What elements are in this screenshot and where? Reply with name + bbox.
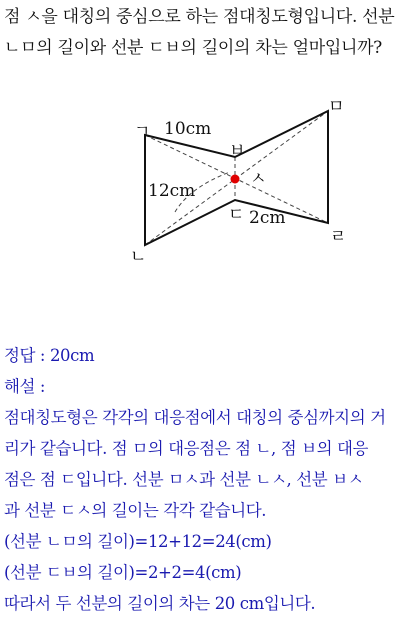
- vertex-label-s: ㅅ: [250, 169, 267, 189]
- explanation-line: (선분 ㄷㅂ의 길이)=2+2=4(cm): [4, 563, 242, 582]
- vertex-label-r: ㄹ: [330, 227, 347, 247]
- vertex-label-n: ㄴ: [130, 247, 147, 267]
- answer-label: 정답 :: [4, 346, 46, 365]
- vertex-label-b: ㅂ: [229, 141, 246, 161]
- explanation-line: 점은 점 ㄷ입니다. 선분 ㅁㅅ과 선분 ㄴㅅ, 선분 ㅂㅅ: [4, 470, 364, 489]
- answer-line: [4, 340, 400, 371]
- length-label-2cm: 2cm: [249, 208, 286, 228]
- explanation-line: 점대칭도형은 각각의 대응점에서 대칭의 중심까지의 거: [4, 408, 386, 427]
- question-text: 점 ㅅ을 대칭의 중심으로 하는 점대칭도형입니다. 선분 ㄴㅁ의 길이와 선분 ㄷㅂ의 길이의 차는 얼마입니까?: [4, 7, 395, 58]
- explanation-line: (선분 ㄴㅁ의 길이)=12+12=24(cm): [4, 532, 272, 551]
- explanation-label: 해설 :: [4, 377, 46, 396]
- answer-value: 20cm: [49, 346, 95, 365]
- length-label-10cm: 10cm: [164, 119, 212, 139]
- vertex-label-g: ㄱ: [134, 122, 151, 142]
- point-symmetric-figure: [110, 92, 350, 267]
- vertex-label-m: ㅁ: [328, 97, 345, 117]
- vertex-label-d: ㄷ: [228, 205, 245, 225]
- figure-svg: [110, 92, 350, 252]
- explanation-line: 리가 같습니다. 점 ㅁ의 대응점은 점 ㄴ, 점 ㅂ의 대응: [4, 439, 369, 458]
- length-label-12cm: 12cm: [148, 181, 196, 201]
- center-point: [231, 175, 240, 184]
- explanation-line: 따라서 두 선분의 길이의 차는 20 cm입니다.: [4, 594, 316, 613]
- explanation-line: 과 선분 ㄷㅅ의 길이는 각각 같습니다.: [4, 501, 267, 520]
- solution-block: [4, 340, 400, 619]
